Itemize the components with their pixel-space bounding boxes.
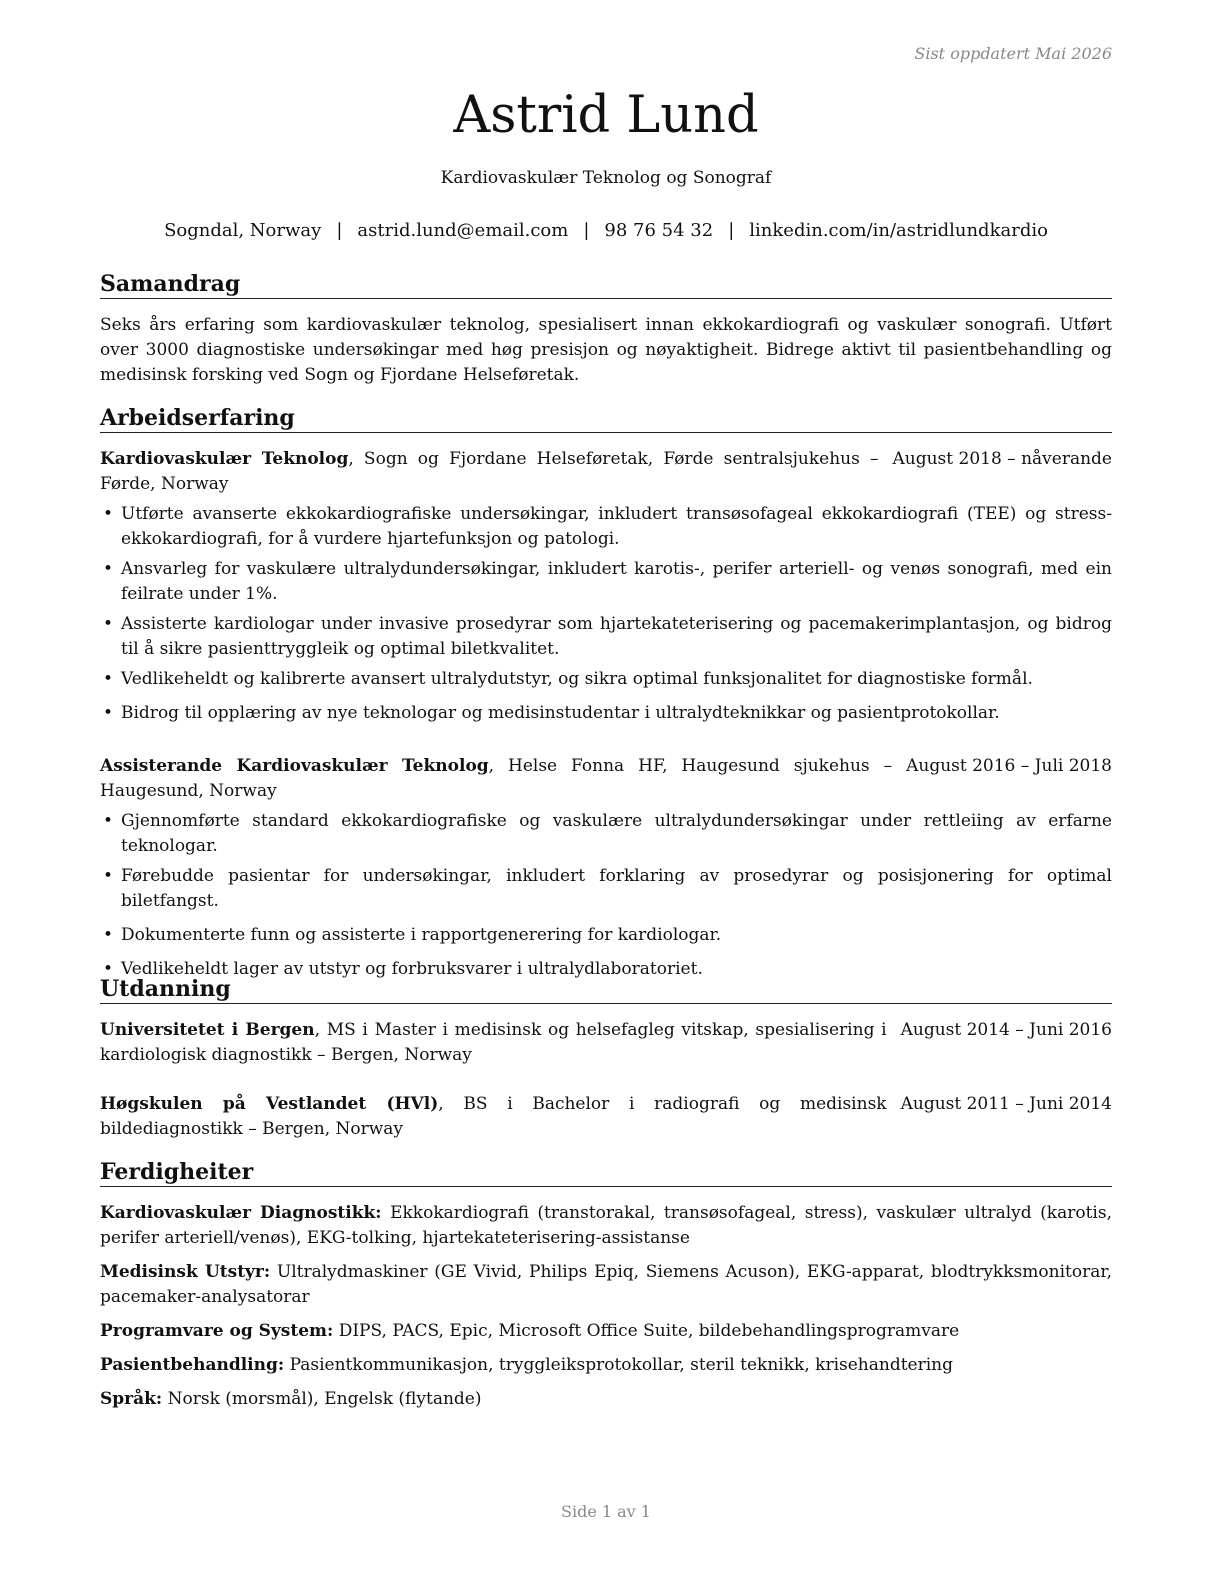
bullet-item: • Dokumenterte funn og assisterte i rapportgenerering for kardiologar. — [100, 923, 1112, 948]
skill-label: Språk: — [100, 1389, 163, 1409]
skill-label: Programvare og System: — [100, 1321, 334, 1341]
job-date: August 2018 – nåverande — [892, 449, 1112, 469]
education-school: Høgskulen på Vestlandet (HVl) — [100, 1094, 439, 1114]
job-org: , Sogn og Fjordane Helseføretak, Førde sentralsjukehus – Førde, Norway — [100, 449, 879, 494]
contact-line — [100, 220, 1112, 241]
job-heading — [100, 754, 906, 804]
education-detail: , BS i Bachelor i radiografi og medisinsk bildediagnostikk – Bergen, Norway — [100, 1094, 887, 1139]
contact-separator: | — [583, 220, 590, 241]
skill-label: Pasientbehandling: — [100, 1355, 285, 1375]
education-section — [100, 975, 1112, 1142]
skill-text: Norsk (morsmål), Engelsk (flytande) — [162, 1389, 482, 1409]
job-title: Kardiovaskulær Teknolog og Sonograf — [440, 168, 772, 188]
skill-item — [100, 1353, 1112, 1378]
education-entry — [100, 1018, 1112, 1068]
contact-separator: | — [728, 220, 735, 241]
skills-section — [100, 1158, 1112, 1421]
section-title-education: Utdanning — [100, 975, 1112, 1004]
bullet-item: • Vedlikeheldt lager av utstyr og forbruksvarer i ultralydlaboratoriet. — [100, 957, 1112, 982]
job-entry — [100, 754, 1112, 982]
education-detail: , MS i Master i medisinsk og helsefagleg vitskap, spesialisering i kardiologisk diagnostikk – Bergen, Norway — [100, 1020, 887, 1065]
candidate-name: Astrid Lund — [453, 86, 759, 145]
contact-phone: 98 76 54 32 — [604, 220, 714, 241]
job-heading — [100, 447, 893, 497]
bullet-item: • Utførte avanserte ekkokardiografiske undersøkingar, inkludert transøsofageal ekkokardiografi (TEE) og stress-ekkokardiografi, for å vurdere hjartefunksjon og patologi. — [100, 502, 1112, 552]
skill-text: Ekkokardiografi (transtorakal, transøsofageal, stress), vaskulær ultralyd (karotis, perifer arteriell/venøs), EKG-tolking, hjartekateterisering-assistanse — [100, 1203, 1112, 1248]
resume-page — [100, 0, 1112, 1584]
bullet-item: • Ansvarleg for vaskulære ultralydundersøkingar, inkludert karotis-, perifer arteriell- og venøs sonografi, med ein feilrate under 1%. — [100, 557, 1112, 607]
summary-text: Seks års erfaring som kardiovaskulær teknolog, spesialisert innan ekkokardiografi og vaskulær sonografi. Utført over 3000 diagnostiske undersøkingar med høg presisjon og nøyaktigheit. Bidrege aktivt til pasientbehandling og medisinsk forsking ved Sogn og Fjordane Helseføretak. — [100, 315, 1112, 385]
section-title-experience: Arbeidserfaring — [100, 404, 1112, 433]
skills-list — [100, 1201, 1112, 1412]
bullet-item: • Bidrog til opplæring av nye teknologar og medisinstudentar i ultralydteknikkar og pasientprotokollar. — [100, 701, 1112, 726]
skill-item — [100, 1260, 1112, 1310]
contact-linkedin[interactable]: linkedin.com/in/astridlundkardio — [749, 220, 1048, 241]
job-org: , Helse Fonna HF, Haugesund sjukehus – Haugesund, Norway — [100, 756, 893, 801]
last-updated: Sist oppdatert Mai 2026 — [914, 44, 1112, 63]
contact-separator: | — [336, 220, 343, 241]
contact-email[interactable]: astrid.lund@email.com — [357, 220, 569, 241]
education-heading — [100, 1092, 901, 1142]
skill-label: Medisinsk Utstyr: — [100, 1262, 271, 1282]
bullet-item: • Førebudde pasientar for undersøkingar, inkludert forklaring av prosedyrar og posisjonering for optimal biletfangst. — [100, 864, 1112, 914]
skill-item — [100, 1319, 1112, 1344]
job-header — [100, 447, 1112, 497]
job-date: August 2016 – Juli 2018 — [906, 756, 1112, 776]
skill-item — [100, 1201, 1112, 1251]
skill-text: Ultralydmaskiner (GE Vivid, Philips Epiq, Siemens Acuson), EKG-apparat, blodtrykksmonitorar, pacemaker-analysatorar — [100, 1262, 1112, 1307]
job-bullets — [100, 809, 1112, 982]
skill-text: DIPS, PACS, Epic, Microsoft Office Suite, bildebehandlingsprogramvare — [333, 1321, 960, 1341]
summary-section — [100, 270, 1112, 388]
education-heading — [100, 1018, 901, 1068]
job-role: Kardiovaskulær Teknolog — [100, 449, 349, 469]
job-role: Assisterande Kardiovaskulær Teknolog — [100, 756, 489, 776]
section-title-summary: Samandrag — [100, 270, 1112, 299]
skill-text: Pasientkommunikasjon, tryggleiksprotokollar, steril teknikk, krisehandtering — [284, 1355, 953, 1375]
job-bullets — [100, 502, 1112, 726]
page-number: Side 1 av 1 — [561, 1502, 651, 1521]
skill-item — [100, 1387, 1112, 1412]
education-date: August 2011 – Juni 2014 — [900, 1094, 1112, 1114]
section-title-skills: Ferdigheiter — [100, 1158, 1112, 1187]
education-entry — [100, 1092, 1112, 1142]
experience-section — [100, 404, 1112, 982]
contact-location: Sogndal, Norway — [164, 220, 322, 241]
bullet-item: • Gjennomførte standard ekkokardiografiske og vaskulære ultralydundersøkingar under rettleiing av erfarne teknologar. — [100, 809, 1112, 859]
skill-label: Kardiovaskulær Diagnostikk: — [100, 1203, 382, 1223]
bullet-item: • Assisterte kardiologar under invasive prosedyrar som hjartekateterisering og pacemakerimplantasjon, og bidrog til å sikre pasienttryggleik og optimal biletkvalitet. — [100, 612, 1112, 662]
job-entry — [100, 447, 1112, 726]
education-school: Universitetet i Bergen — [100, 1020, 315, 1040]
education-date: August 2014 – Juni 2016 — [900, 1020, 1112, 1040]
bullet-item: • Vedlikeheldt og kalibrerte avansert ultralydutstyr, og sikra optimal funksjonalitet for diagnostiske formål. — [100, 667, 1112, 692]
job-header — [100, 754, 1112, 804]
